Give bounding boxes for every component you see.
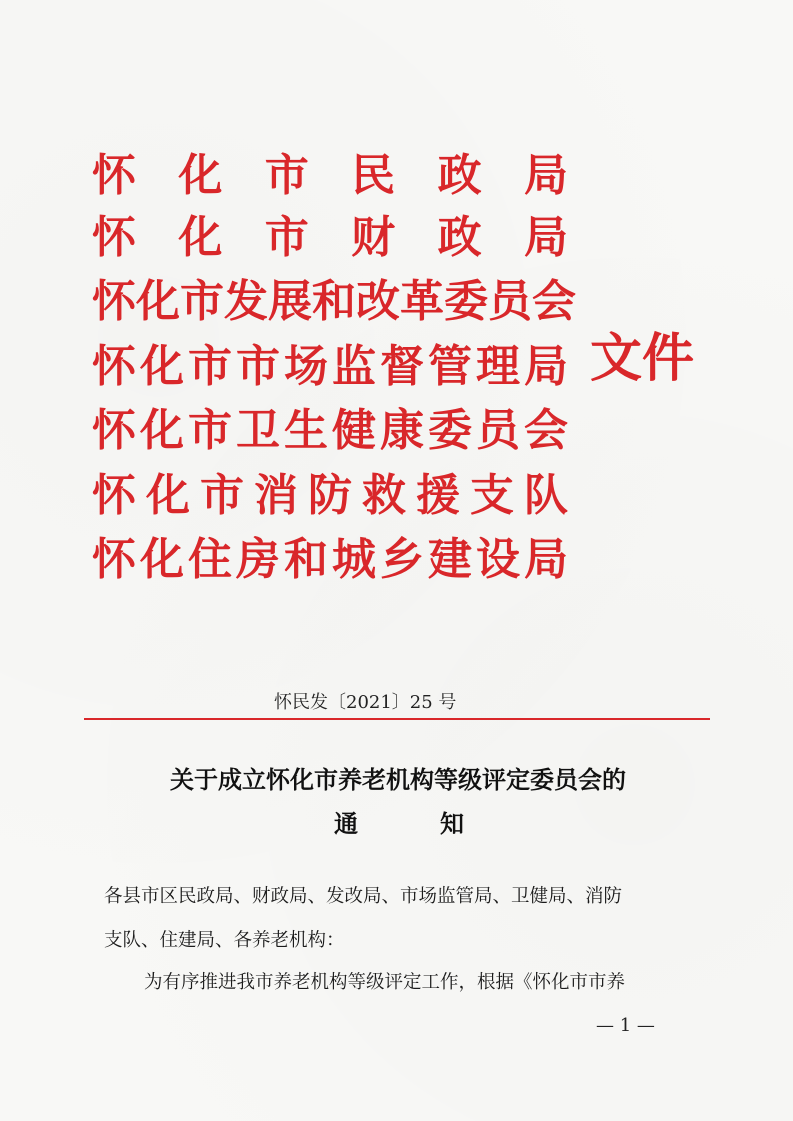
agency-name: 怀 化 市 发 展 和 改 革 委 员 会	[92, 276, 576, 327]
document-title-line2	[334, 804, 464, 844]
document-suffix: 文件	[590, 328, 695, 389]
agency-name: 怀 化 市 市 场 监 督 管 理 局	[92, 341, 568, 392]
agency-name: 怀 化 市 财 政 局	[92, 212, 568, 263]
page-number: — 1 —	[596, 1015, 655, 1036]
agency-name: 怀 化 市 民 政 局	[92, 150, 568, 201]
title-char: 通	[334, 809, 358, 838]
agency-name: 怀 化 住 房 和 城 乡 建 设 局	[92, 534, 568, 585]
recipients-line-2: 支队、住建局、各养老机构：	[104, 930, 345, 951]
agency-name: 怀 化 市 消 防 救 援 支 队	[92, 470, 568, 521]
agency-name: 怀 化 市 卫 生 健 康 委 员 会	[92, 405, 568, 456]
red-divider-line	[84, 718, 710, 720]
document-number: 怀民发〔2021〕25 号	[274, 692, 457, 713]
body-paragraph: 为有序推进我市养老机构等级评定工作，根据《怀化市市养	[144, 972, 626, 993]
title-char: 知	[440, 809, 464, 838]
document-title: 关于成立怀化市养老机构等级评定委员会的	[170, 765, 626, 794]
recipients-line-1: 各县市区民政局、财政局、发改局、市场监管局、卫健局、消防	[104, 886, 623, 907]
